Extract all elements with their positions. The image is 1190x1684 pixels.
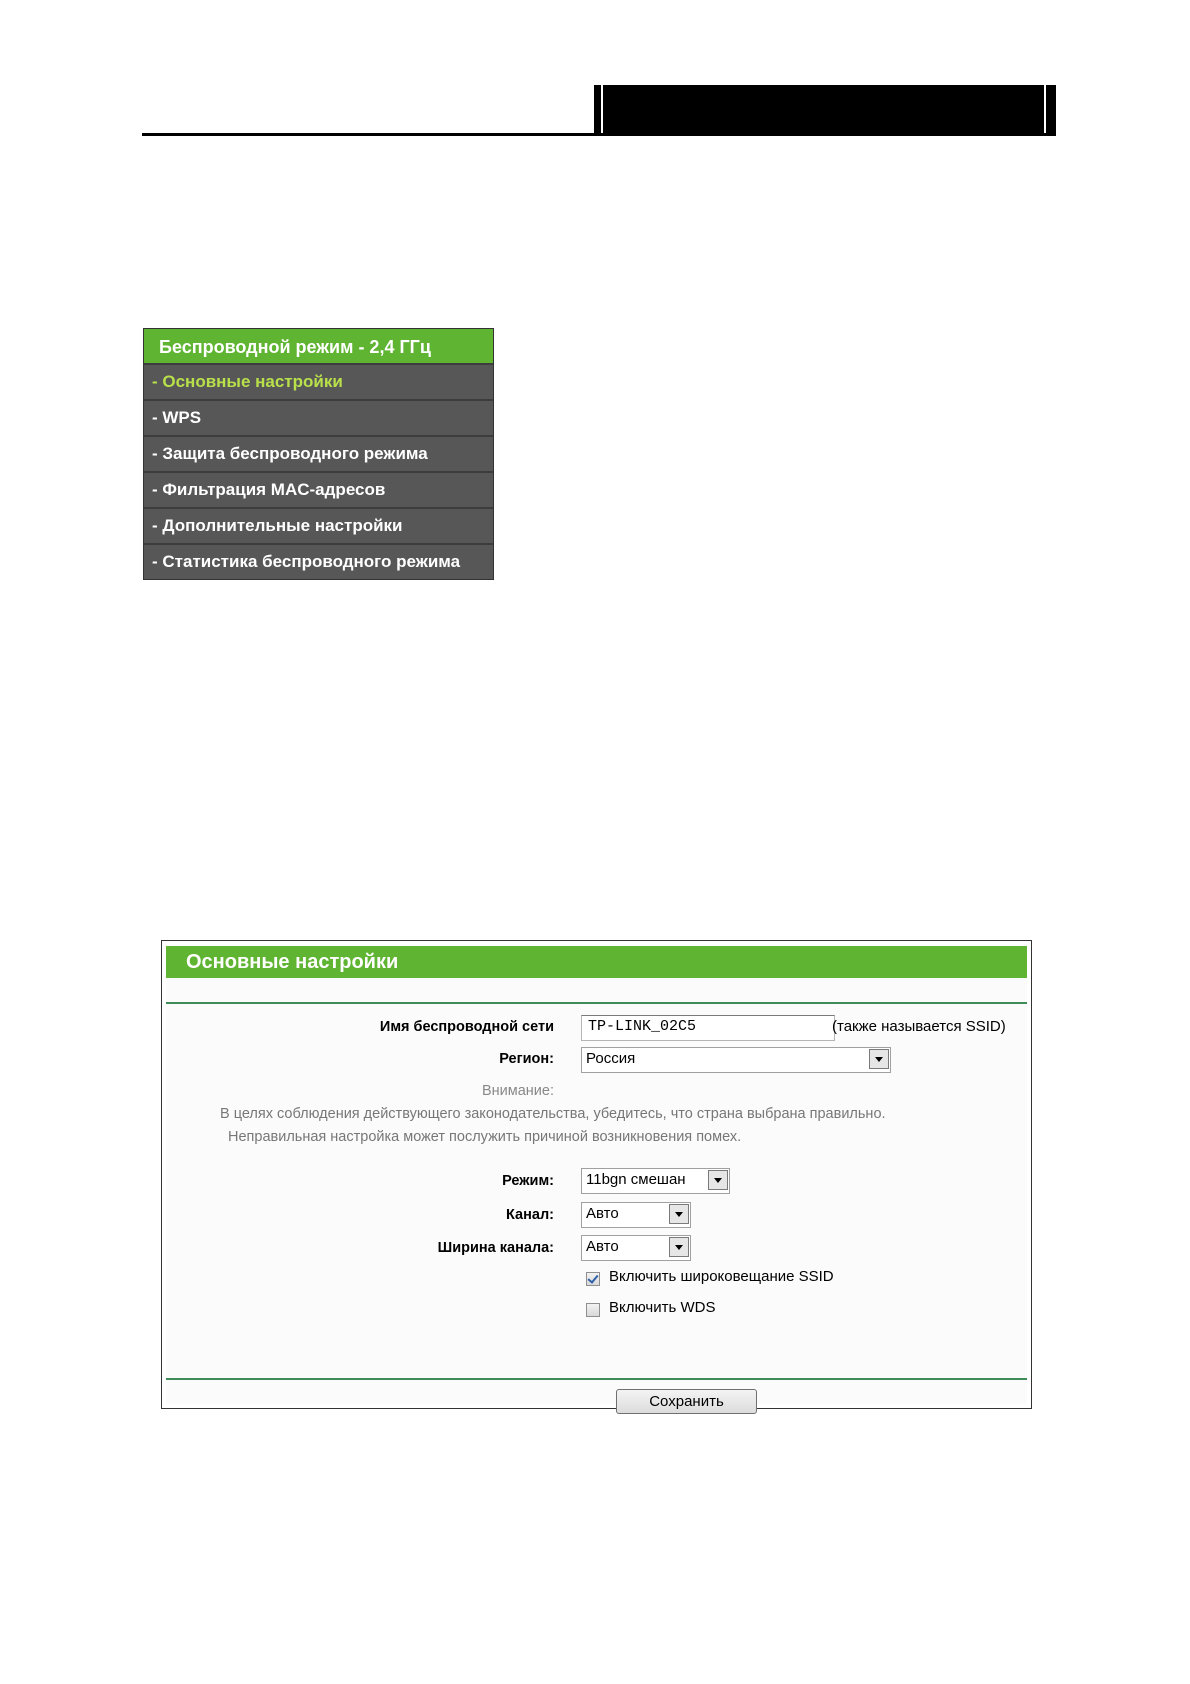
menu-item-wireless-statistics[interactable]: - Статистика беспроводного режима [144,545,493,579]
region-select[interactable] [581,1047,891,1073]
ssid-input[interactable]: TP-LINK_02C5 [581,1015,835,1041]
ssid-broadcast-checkbox[interactable] [586,1272,600,1286]
warning-text-line1: В целях соблюдения действующего законодательства, убедитесь, что страна выбрана правильно. [220,1106,886,1122]
channel-width-value: Авто [586,1238,619,1255]
mode-value: 11bgn смешан [586,1171,686,1188]
chevron-down-icon[interactable] [669,1204,689,1224]
warning-label: Внимание: [481,1083,554,1099]
bottom-divider [166,1378,1027,1380]
header-divider [601,85,603,135]
chevron-down-icon[interactable] [708,1170,728,1190]
save-button[interactable]: Сохранить [616,1389,757,1414]
channel-width-select[interactable] [581,1235,691,1261]
menu-item-basic-settings[interactable]: - Основные настройки [144,365,493,401]
ssid-label: Имя беспроводной сети [379,1019,554,1035]
ssid-broadcast-label: Включить широковещание SSID [609,1268,834,1285]
page-header-rule [142,133,1056,136]
region-value: Россия [586,1050,636,1067]
channel-select[interactable] [581,1202,691,1228]
mode-select[interactable] [581,1168,730,1194]
channel-value: Авто [586,1205,619,1222]
menu-item-mac-filtering[interactable]: - Фильтрация MAC-адресов [144,473,493,509]
header-divider [1044,85,1046,135]
menu-item-wps[interactable]: - WPS [144,401,493,437]
warning-text-line2: Неправильная настройка может послужить причиной возникновения помех. [228,1129,742,1145]
mode-label: Режим: [502,1173,554,1189]
wireless-menu [143,328,494,580]
basic-settings-panel [161,940,1032,1409]
ssid-hint: (также называется SSID) [832,1018,1006,1035]
menu-item-wireless-security[interactable]: - Защита беспроводного режима [144,437,493,473]
chevron-down-icon[interactable] [869,1049,889,1069]
channel-width-label: Ширина канала: [437,1240,554,1256]
page-header-block [594,85,1056,135]
menu-header[interactable]: Беспроводной режим - 2,4 ГГц [144,329,493,365]
channel-label: Канал: [506,1207,554,1223]
chevron-down-icon[interactable] [669,1237,689,1257]
panel-body [166,978,1027,1404]
wds-checkbox[interactable] [586,1303,600,1317]
menu-item-advanced-settings[interactable]: - Дополнительные настройки [144,509,493,545]
top-divider [166,1002,1027,1004]
region-label: Регион: [499,1051,554,1067]
panel-title: Основные настройки [166,946,1027,978]
wds-label: Включить WDS [609,1299,716,1316]
